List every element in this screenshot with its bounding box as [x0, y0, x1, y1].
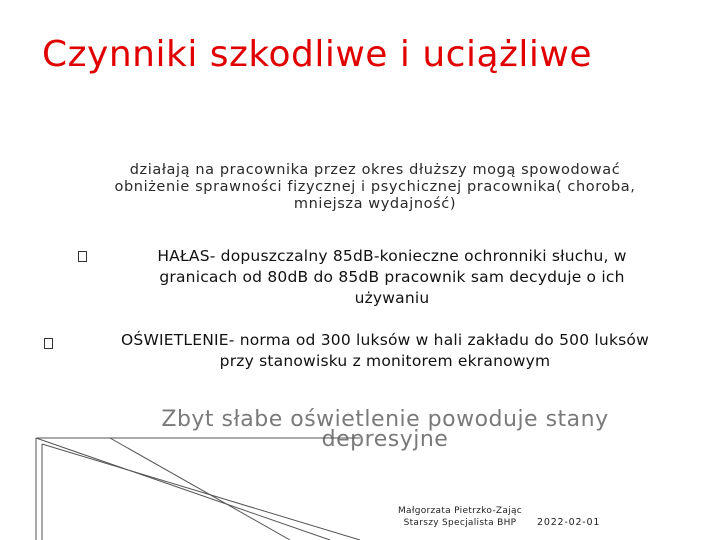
bullet-line: granicach od 80dB do 85dB pracownik sam decyduje o ich: [159, 268, 625, 286]
bullet-line: OŚWIETLENIE- norma od 300 luksów w hali zakładu do 500 luksów: [121, 331, 649, 349]
footer-role: Starszy Specjalista BHP: [403, 518, 517, 528]
bullet-lighting: [80, 330, 690, 372]
checkbox-bullet-icon: [44, 338, 53, 349]
callout-line: depresyjne: [321, 427, 449, 452]
deco-line: [42, 444, 360, 540]
bullet-noise: [112, 246, 672, 309]
intro-line: działają na pracownika przez okres dłuższy mogą spowodować: [129, 162, 621, 178]
callout-text: [100, 407, 670, 452]
bullet-line: HAŁAS- dopuszczalny 85dB-konieczne ochronniki słuchu, w: [157, 247, 627, 265]
deco-line: [110, 438, 290, 540]
intro-line: mniejsza wydajność): [293, 196, 457, 212]
footer-author: Małgorzata Pietrzko-Zając: [397, 506, 523, 516]
bullet-line: używaniu: [354, 289, 430, 307]
bullet-line: przy stanowisku z monitorem ekranowym: [219, 352, 551, 370]
intro-text: [70, 162, 680, 213]
deco-line: [36, 438, 330, 540]
footer-date: 2022-02-01: [537, 517, 601, 528]
intro-line: obniżenie sprawności fizycznej i psychicznej pracownika( choroba,: [114, 179, 636, 195]
callout-line: Zbyt słabe oświetlenie powoduje stany: [161, 407, 609, 432]
footer-author-block: [385, 505, 535, 529]
slide-title: Czynniki szkodliwe i uciążliwe: [42, 34, 593, 75]
checkbox-bullet-icon: [78, 251, 87, 262]
